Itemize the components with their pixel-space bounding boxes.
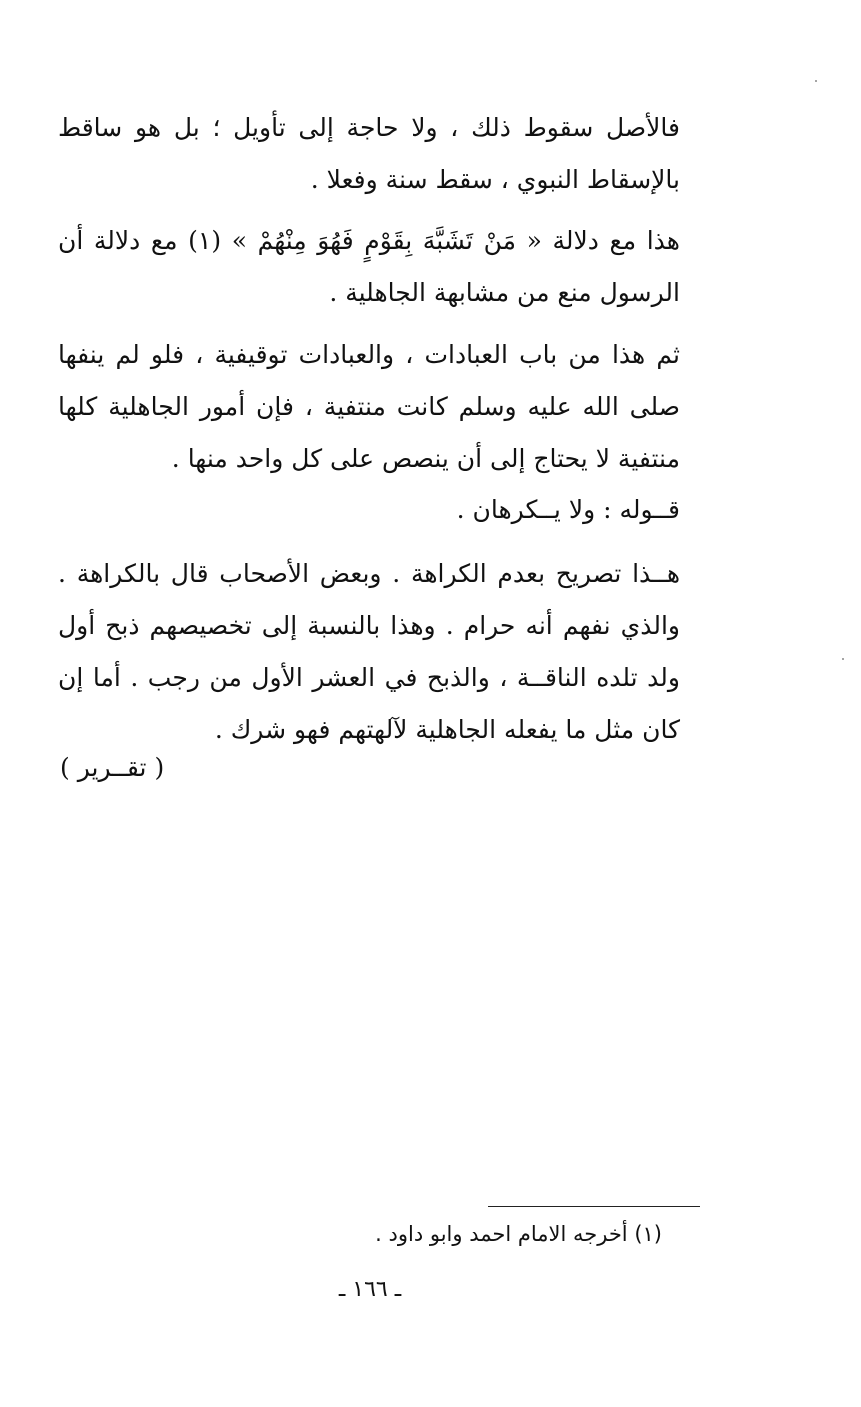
paragraph-2: هذا مع دلالة « مَنْ تَشَبَّهَ بِقَوْمٍ فَهُوَ مِنْهُمْ » (١) مع دلالة أن الرسول منع من مشابهة الجاهلية . <box>58 226 680 307</box>
paragraph-1: فالأصل سقوط ذلك ، ولا حاجة إلى تأويل ؛ بل هو ساقط بالإسقاط النبوي ، سقط سنة وفعلا . <box>58 113 680 194</box>
paragraph-5: هــذا تصريح بعدم الكراهة . وبعض الأصحاب قال بالكراهة . والذي نفهم أنه حرام . وهذا بالنسبة إلى تخصيصهم ذبح أول ولد تلده الناقــة ، والذبح في العشر الأول من رجب . أما إن كان مثل ما يفعله الجاهلية لآلهتهم فهو شرك . <box>58 559 680 744</box>
page-number: ـ ١٦٦ ـ <box>338 1277 402 1302</box>
paragraph-4: قــوله : ولا يــكرهان . <box>456 495 680 524</box>
footnote: (١) أخرجه الامام احمد وابو داود . <box>375 1222 662 1246</box>
scan-speck <box>842 658 844 660</box>
scan-speck <box>815 80 817 82</box>
signature-note: ( تقــرير ) <box>60 753 165 782</box>
footnote-divider <box>488 1206 700 1207</box>
paragraph-3: ثم هذا من باب العبادات ، والعبادات توقيفية ، فلو لم ينفها صلى الله عليه وسلم كانت منتفية ، فإن أمور الجاهلية كلها منتفية لا يحتاج إلى أن ينصص على كل واحد منها . <box>58 340 680 473</box>
